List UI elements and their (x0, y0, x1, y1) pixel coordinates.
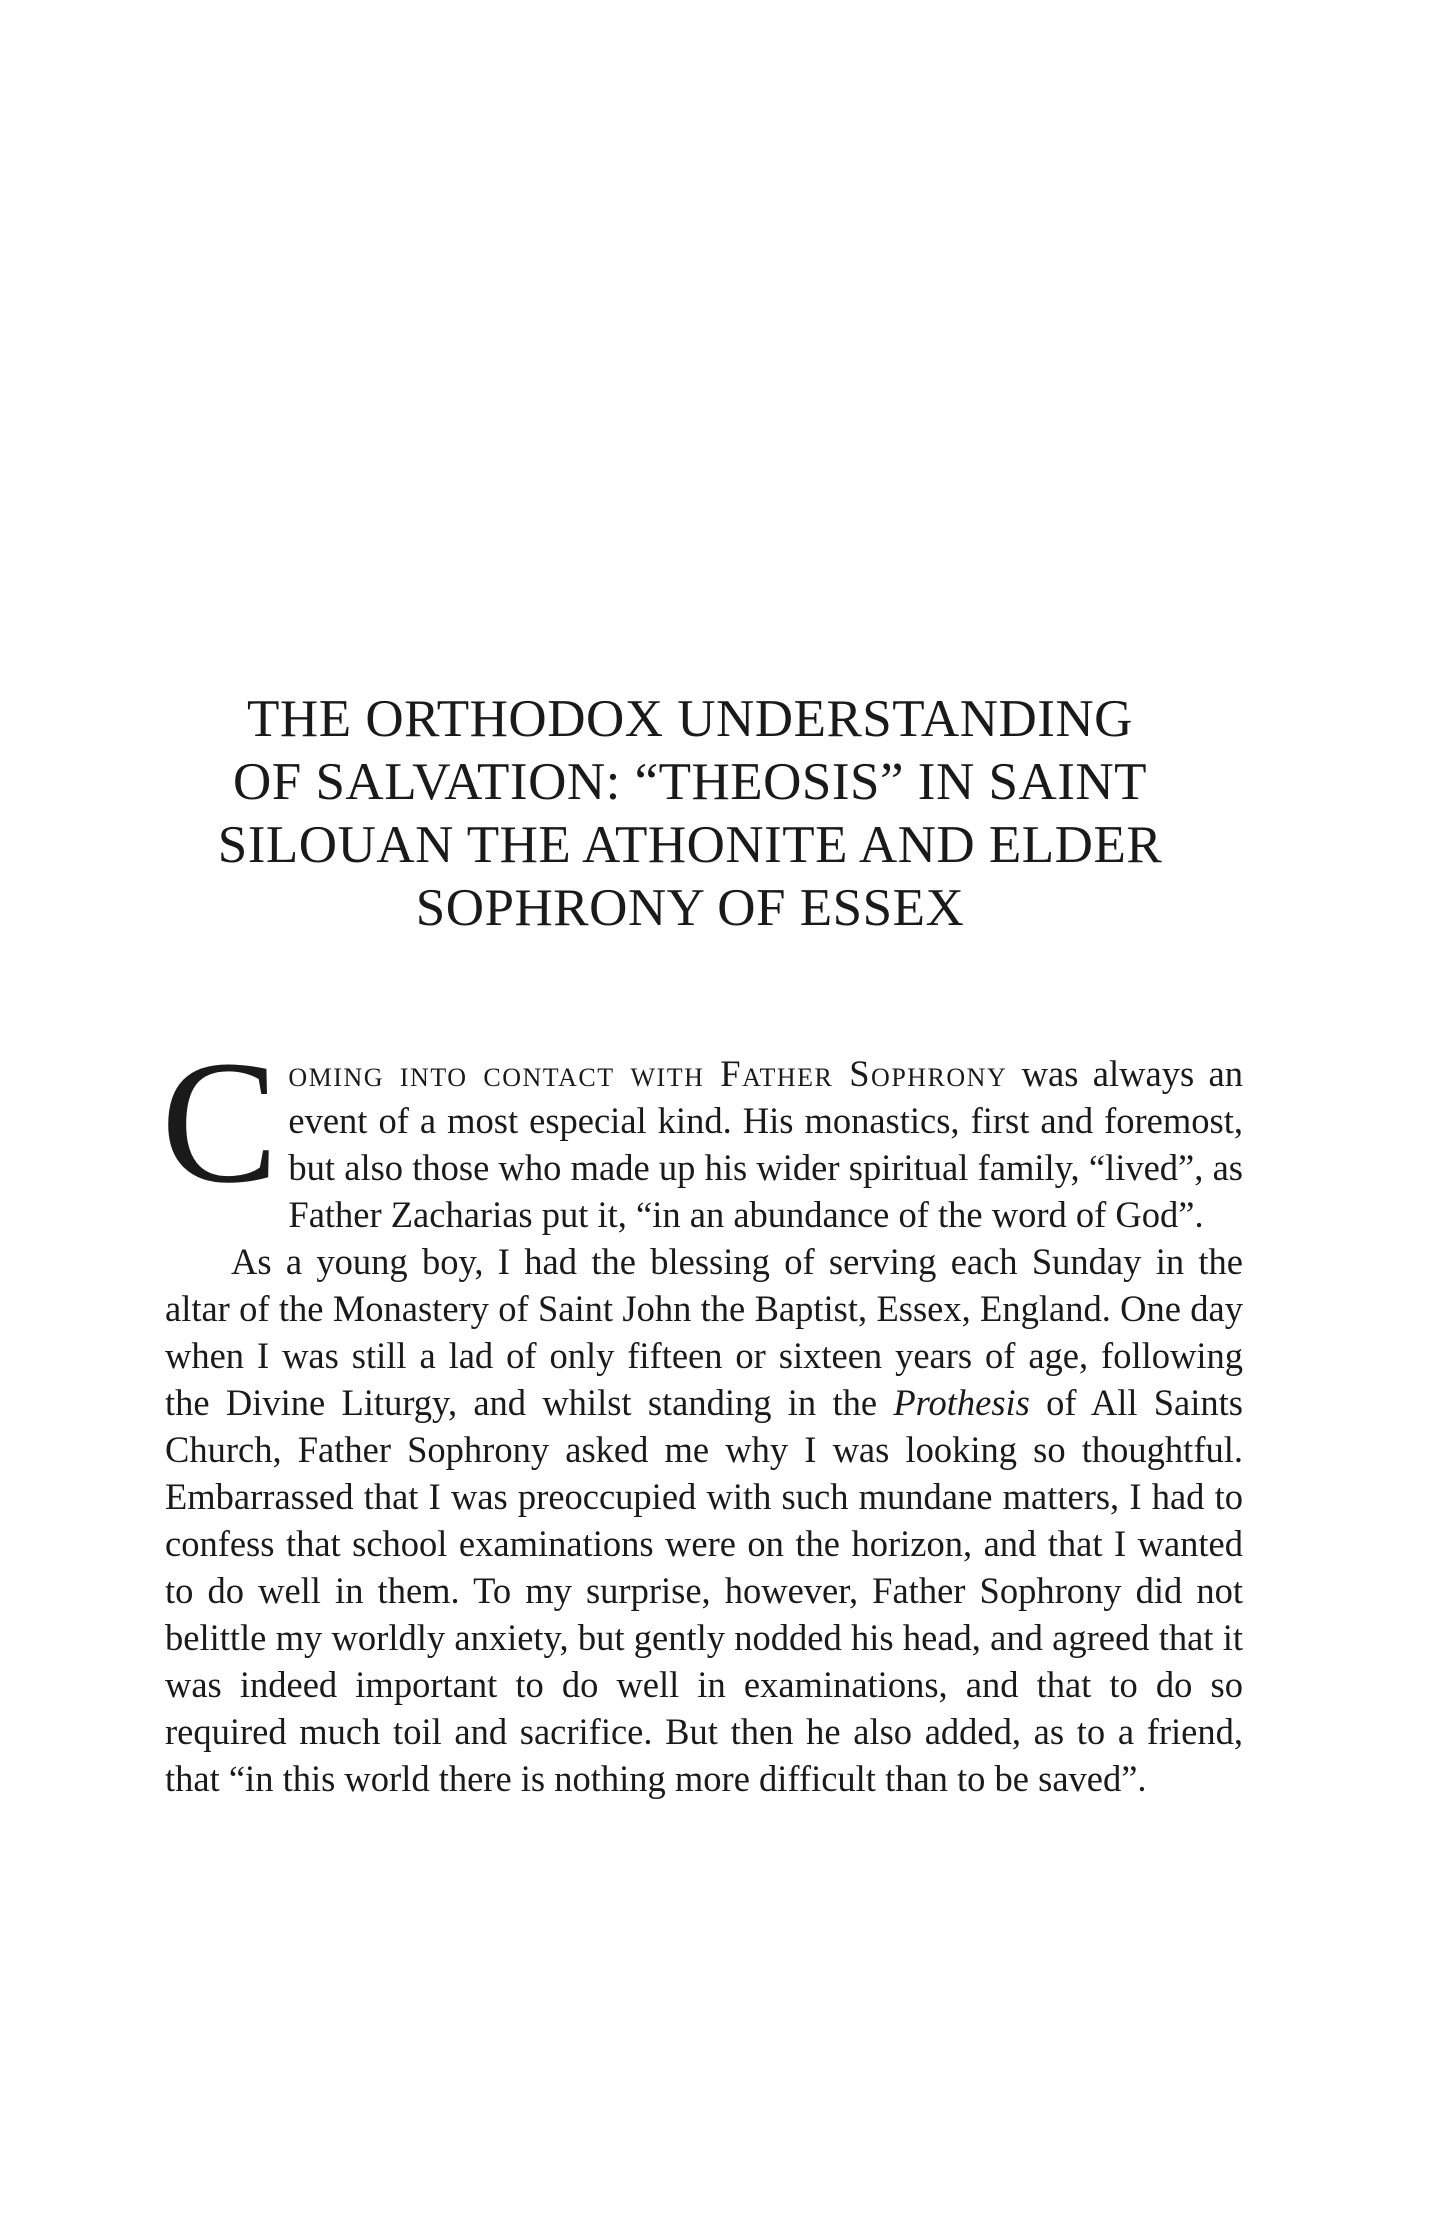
body-text (161, 1025, 1243, 1802)
chapter-title-line-4: SOPHRONY OF ESSEX (415, 879, 965, 937)
paragraph-1 (161, 1025, 1243, 1238)
paragraph-2 (165, 1238, 1243, 1802)
paragraph-1-text: was always an event of a most especial kind. His monastics, first and foremost, but also those who made up his wider spiritual family, “lived”, as Father Zacharias put it, “in an abundance of the word of God”. (288, 1053, 1243, 1235)
italic-term: Prothesis (893, 1382, 1030, 1423)
chapter-title-line-1: THE ORTHODOX UNDERSTANDING (247, 690, 1133, 748)
paragraph-2-text-start: As a young boy, I had the blessing of serving each Sunday in the altar of the Monastery of Saint John the Baptist, Essex, England. One day when I was still a lad of only fifteen or sixteen years of age, following the Divine Liturgy, and whilst standing in the (165, 1241, 1243, 1423)
chapter-title-line-2: OF SALVATION: “THEOSIS” IN SAINT (232, 753, 1148, 811)
small-caps-lead-in: oming into contact with Father Sophrony (288, 1053, 1008, 1094)
drop-cap: C (161, 1025, 279, 1220)
paragraph-2-text-end: of All Saints Church, Father Sophrony asked me why I was looking so thoughtful. Embarrassed that I was preoccupied with such mundane matters, I had to confess that school examinations were on the horizon, and that I wanted to do well in them. To my surprise, however, Father Sophrony did not belittle my worldly anxiety, but gently nodded his head, and agreed that it was indeed important to do well in examinations, and that to do so required much toil and sacrifice. But then he also added, as to a friend, that “in this world there is nothing more difficult than to be saved”. (165, 1382, 1243, 1799)
chapter-title (165, 688, 1215, 940)
chapter-title-line-3: SILOUAN THE ATHONITE AND ELDER (217, 816, 1163, 874)
